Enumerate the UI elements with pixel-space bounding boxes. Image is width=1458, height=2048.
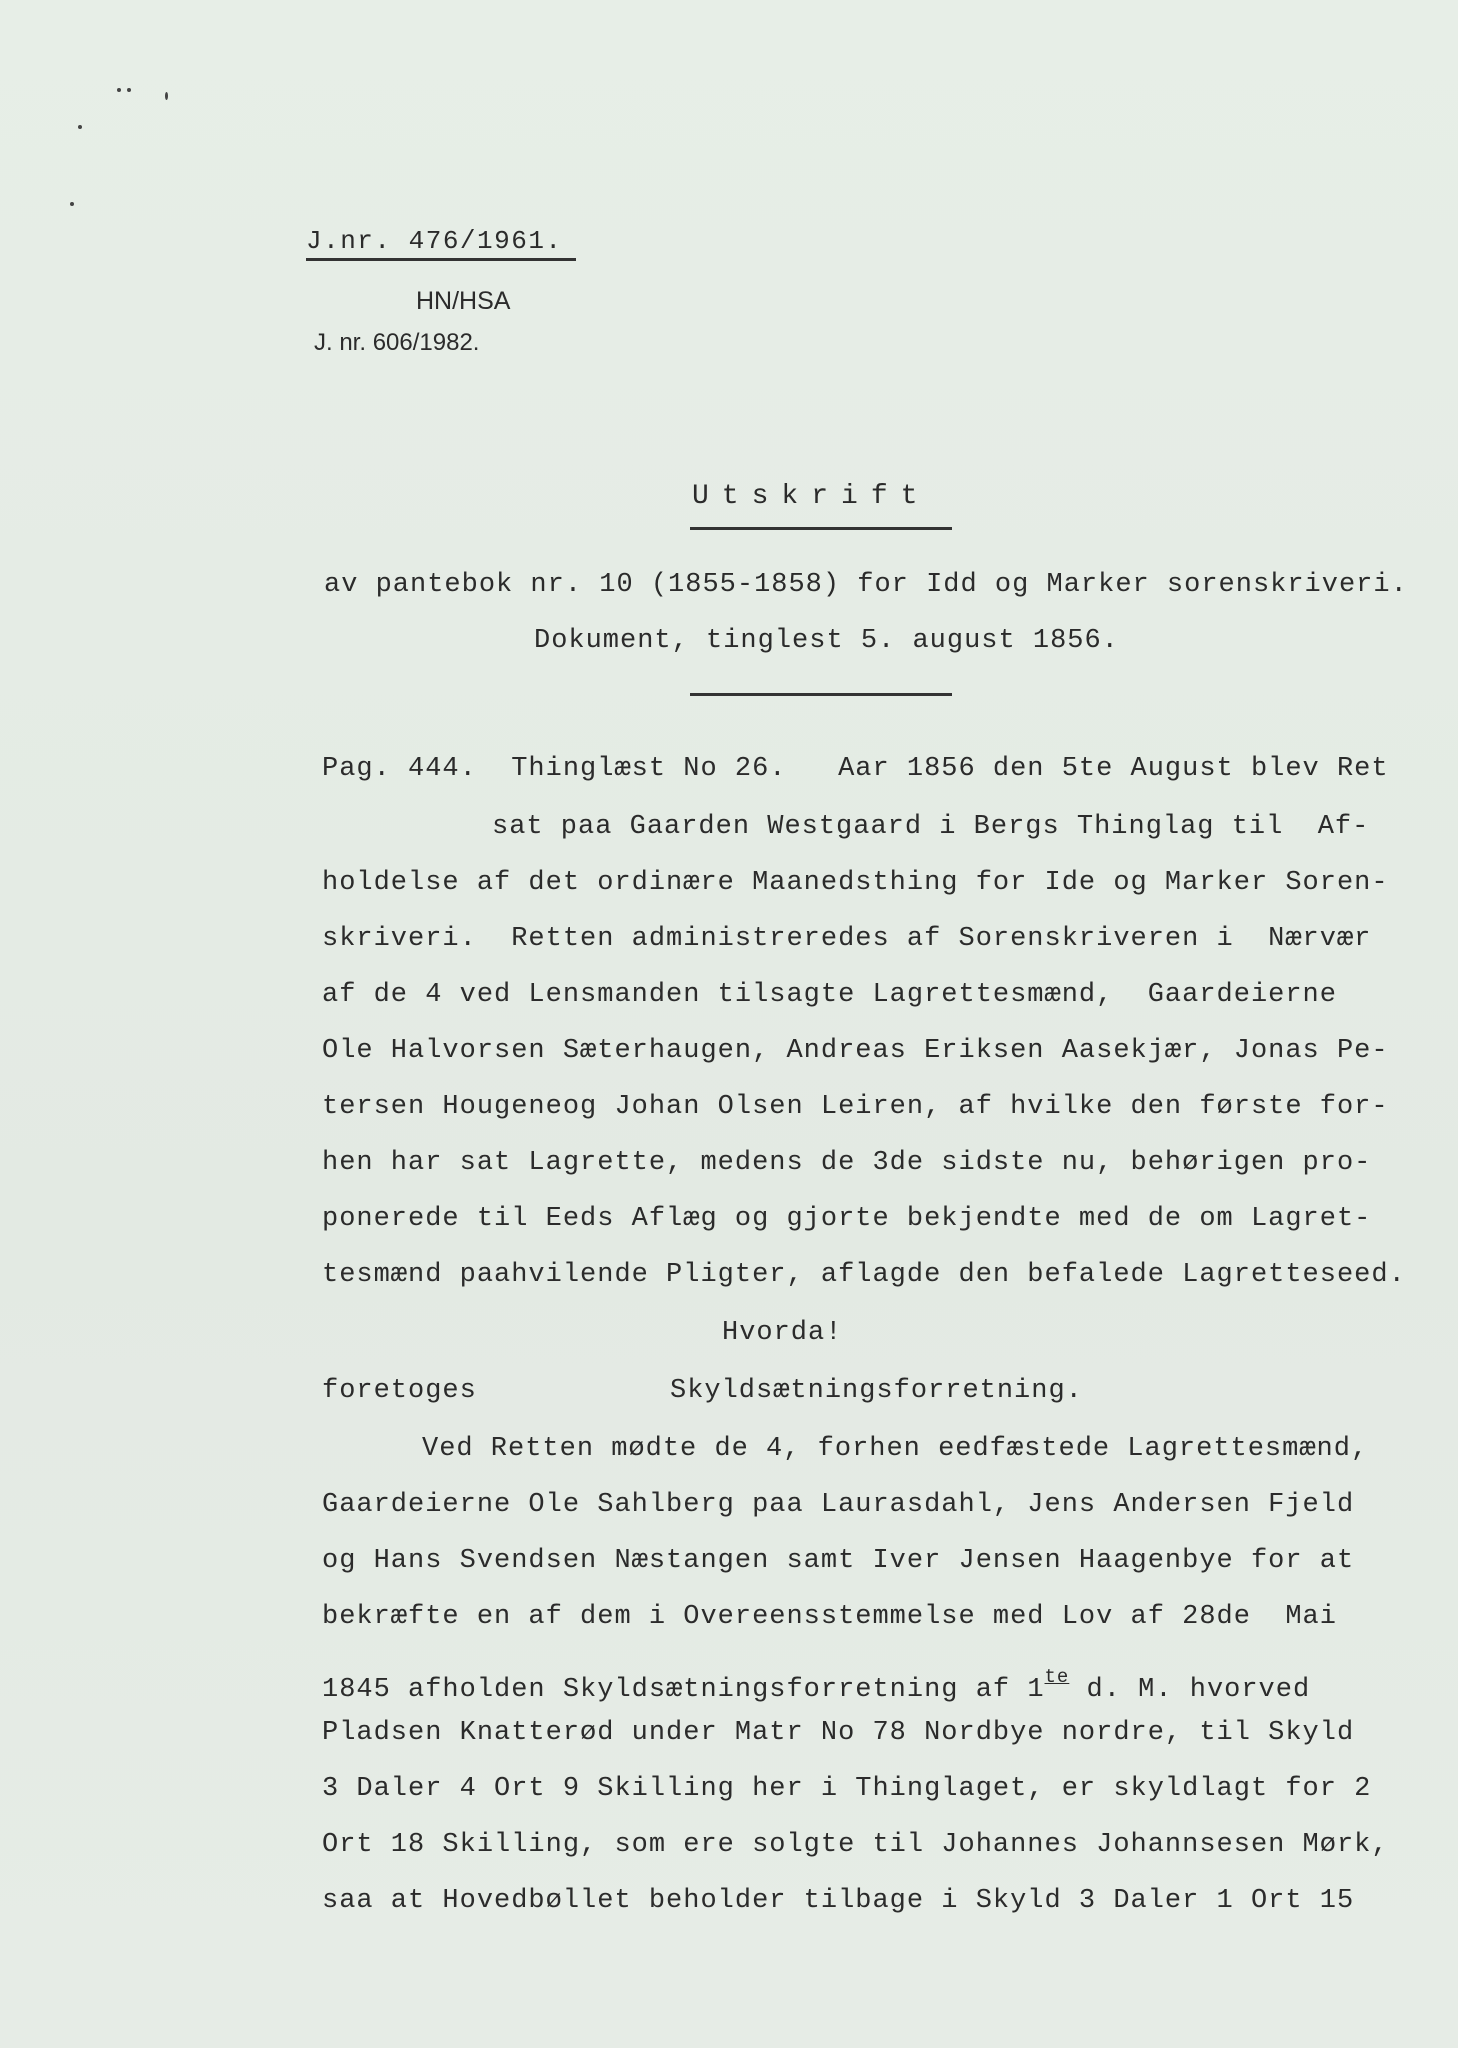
journal-number-underline [306, 258, 576, 261]
text-line: 3 Daler 4 Ort 9 Skilling her i Thinglaget, er skyldlagt for 2 [322, 1774, 1372, 1804]
section-heading: Skyldsætningsforretning. [670, 1376, 1083, 1406]
text-fragment: 1 [1027, 1675, 1045, 1705]
text-line: Pladsen Knatterød under Matr No 78 Nordbye nordre, til Skyld [322, 1718, 1355, 1748]
text-line: Ort 18 Skilling, som ere solgte til Johannes Johannsesen Mørk, [322, 1830, 1389, 1860]
text-line: tersen Hougeneog Johan Olsen Leiren, af hvilke den første for- [322, 1092, 1389, 1122]
document-title: Utskrift [692, 481, 931, 512]
text-line: af de 4 ved Lensmanden tilsagte Lagrettesmænd, Gaardeierne [322, 980, 1337, 1010]
text-line: tesmænd paahvilende Pligter, aflagde den befalede Lagretteseed. [322, 1260, 1406, 1290]
text-line: Pag. 444. Thinglæst No 26. Aar 1856 den 5te August blev Ret [322, 754, 1389, 784]
subtitle-line-1: av pantebok nr. 10 (1855-1858) for Idd og Marker sorenskriveri. [324, 570, 1408, 600]
initials: HN/HSA [416, 287, 511, 315]
speck [127, 88, 131, 92]
text-line: foretoges [322, 1376, 477, 1406]
text-fragment: d. M. hvorved [1069, 1675, 1311, 1705]
journal-number-1961: J.nr. 476/1961. [306, 226, 563, 256]
speck [117, 88, 121, 92]
speck [165, 92, 168, 100]
section-separator [690, 693, 952, 696]
text-line: holdelse af det ordinære Maanedsthing for Ide og Marker Soren- [322, 868, 1389, 898]
text-line: sat paa Gaarden Westgaard i Bergs Thinglag til Af- [492, 812, 1370, 842]
text-line: hen har sat Lagrette, medens de 3de sidste nu, behørigen pro- [322, 1148, 1372, 1178]
text-line: Ved Retten mødte de 4, forhen eedfæstede Lagrettesmænd, [422, 1434, 1369, 1464]
text-line: Hvorda! [722, 1318, 843, 1348]
speck [70, 202, 74, 206]
text-line [322, 1660, 1310, 1707]
subtitle-line-2: Dokument, tinglest 5. august 1856. [534, 626, 1119, 656]
text-line: saa at Hovedbøllet beholder tilbage i Skyld 3 Daler 1 Ort 15 [322, 1886, 1355, 1916]
text-line: Gaardeierne Ole Sahlberg paa Laurasdahl, Jens Andersen Fjeld [322, 1490, 1355, 1520]
title-underline [690, 527, 952, 530]
text-line: skriveri. Retten administreredes af Sorenskriveren i Nærvær [322, 924, 1372, 954]
speck [78, 125, 82, 129]
text-line: bekræfte en af dem i Overeensstemmelse med Lov af 28de Mai [322, 1602, 1337, 1632]
superscript: te [1044, 1666, 1070, 1688]
text-line: og Hans Svendsen Næstangen samt Iver Jensen Haagenbye for at [322, 1546, 1355, 1576]
text-line: ponerede til Eeds Aflæg og gjorte bekjendte med de om Lagret- [322, 1204, 1372, 1234]
text-line: Ole Halvorsen Sæterhaugen, Andreas Eriksen Aasekjær, Jonas Pe- [322, 1036, 1389, 1066]
journal-number-1982: J. nr. 606/1982. [314, 329, 480, 356]
text-fragment: 1845 afholden Skyldsætningsforretning af [322, 1675, 1028, 1705]
